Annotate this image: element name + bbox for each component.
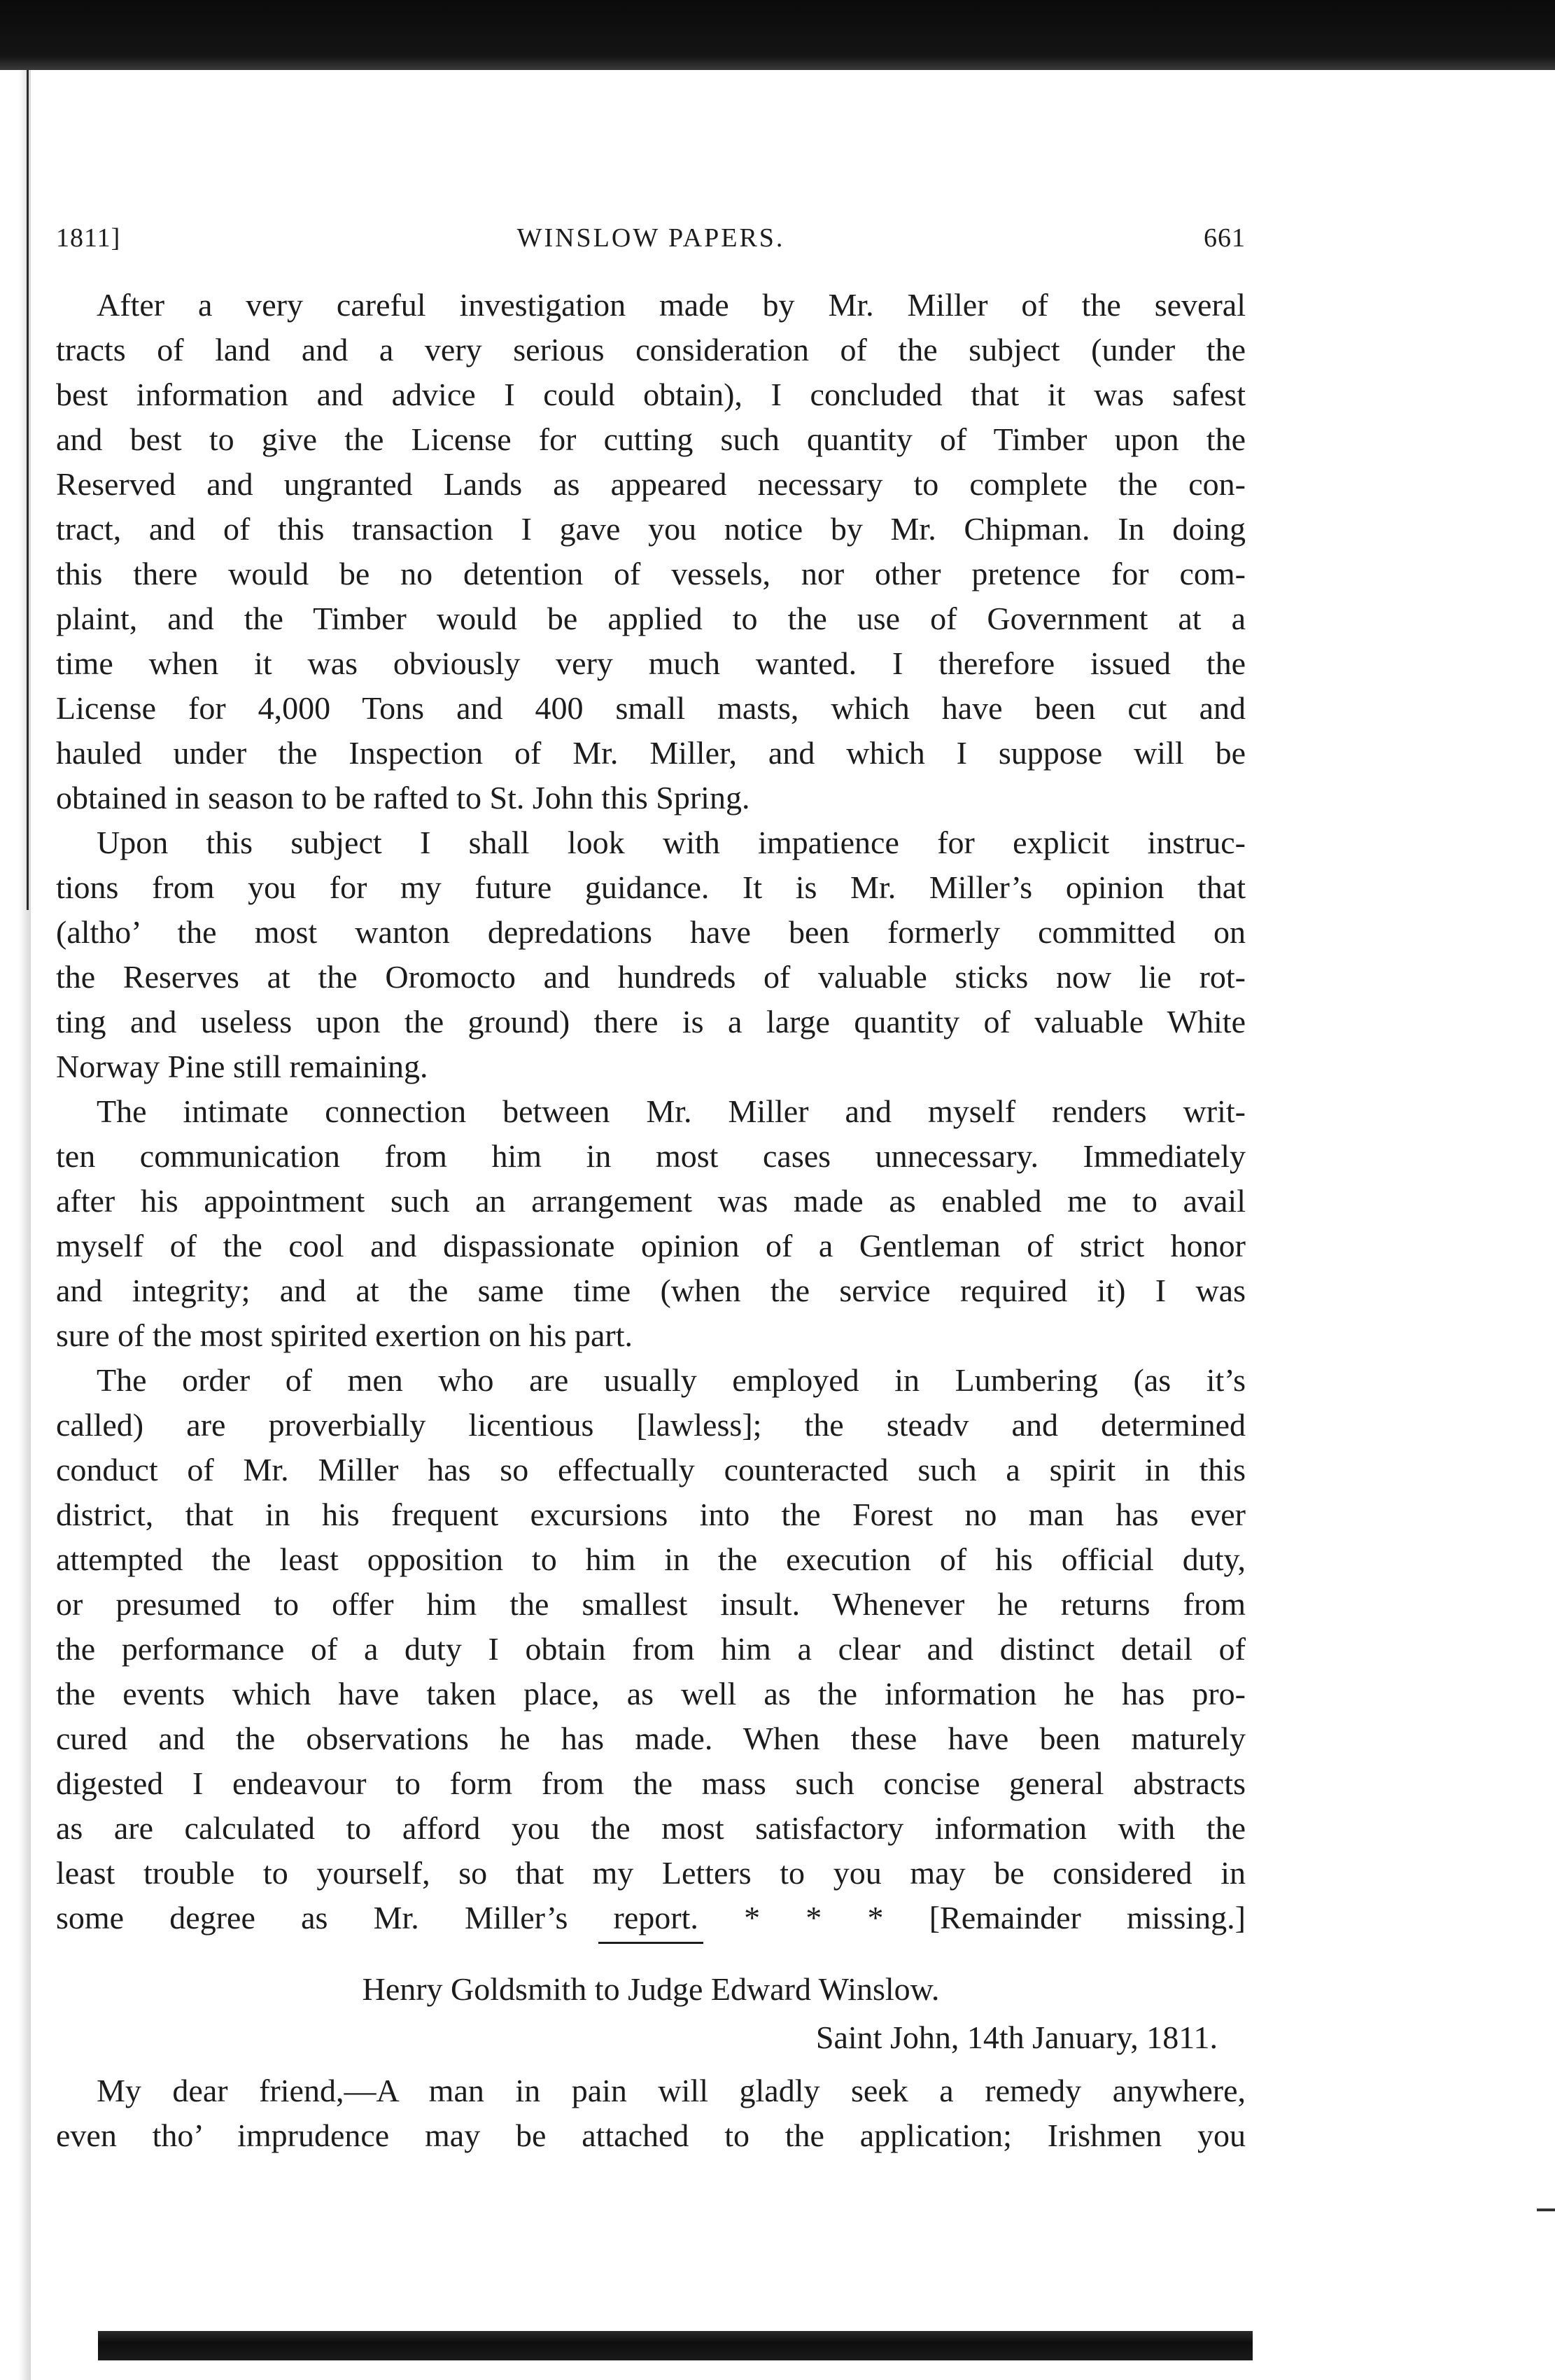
paragraph-4 — [56, 1358, 1246, 1940]
text-line: After a very careful investigation made by Mr. Miller of the several — [97, 287, 1246, 323]
text-line: the Reserves at the Oromocto and hundreds of valuable sticks now lie rot- — [56, 959, 1246, 995]
page-body — [56, 283, 1246, 2158]
text-line: License for 4,000 Tons and 400 small masts, which have been cut and — [56, 690, 1246, 726]
text-line: least trouble to yourself, so that my Letters to you may be considered in — [56, 1855, 1246, 1891]
text-line: called) are proverbially licentious [lawless]; the steadv and determined — [56, 1407, 1246, 1443]
text-line: even tho’ imprudence may be attached to the application; Irishmen you — [56, 2118, 1246, 2153]
text-line: this there would be no detention of vessels, nor other pretence for com- — [56, 556, 1246, 592]
text-line: after his appointment such an arrangement was made as enabled me to avail — [56, 1183, 1246, 1219]
text-line: sure of the most spirited exertion on his part. — [56, 1317, 633, 1353]
text-line: obtained in season to be rafted to St. John this Spring. — [56, 780, 750, 816]
header-title: WINSLOW PAPERS. — [516, 223, 785, 253]
scan-border-top — [0, 0, 1555, 70]
text-line: cured and the observations he has made. When these have been maturely — [56, 1721, 1246, 1756]
text-line: the performance of a duty I obtain from him a clear and distinct detail of — [56, 1631, 1246, 1667]
text-line: some degree as Mr. Miller’s report. * * * [Remainder missing.] — [56, 1900, 1246, 1935]
text-line: Norway Pine still remaining. — [56, 1049, 428, 1084]
scan-margin-mark — [1537, 2208, 1555, 2211]
text-line: The intimate connection between Mr. Miller and myself renders writ- — [97, 1093, 1246, 1129]
text-line: My dear friend,—A man in pain will gladly seek a remedy anywhere, — [97, 2073, 1246, 2108]
paragraph-2 — [56, 820, 1246, 1089]
text-line: Reserved and ungranted Lands as appeared necessary to complete the con- — [56, 466, 1246, 502]
text-line: and integrity; and at the same time (when the service required it) I was — [56, 1273, 1246, 1308]
text-line: the events which have taken place, as well as the information he has pro- — [56, 1676, 1246, 1712]
text-line: tract, and of this transaction I gave you notice by Mr. Chipman. In doing — [56, 511, 1246, 547]
scan-edge-line — [27, 70, 29, 910]
text-line: digested I endeavour to form from the mass such concise general abstracts — [56, 1765, 1246, 1801]
letter-heading: Henry Goldsmith to Judge Edward Winslow. — [362, 1971, 940, 2007]
section-divider — [598, 1942, 703, 1944]
paragraph-3 — [56, 1089, 1246, 1358]
text-line: tracts of land and a very serious consideration of the subject (under the — [56, 332, 1246, 368]
running-header — [56, 223, 1246, 258]
text-line: (altho’ the most wanton depredations have been formerly committed on — [56, 914, 1246, 950]
text-line: ten communication from him in most cases unnecessary. Immediately — [56, 1138, 1246, 1174]
text-line: conduct of Mr. Miller has so effectually counteracted such a spirit in this — [56, 1452, 1246, 1488]
letter-dateline: Saint John, 14th January, 1811. — [815, 2019, 1218, 2055]
paragraph-1 — [56, 283, 1246, 820]
text-line: attempted the least opposition to him in the execution of his official duty, — [56, 1541, 1246, 1577]
text-line: best information and advice I could obtain), I concluded that it was safest — [56, 377, 1246, 412]
letter — [56, 1963, 1246, 2158]
text-line: ting and useless upon the ground) there is a large quantity of valuable White — [56, 1004, 1246, 1040]
page-number: 661 — [1204, 223, 1246, 253]
text-line: tions from you for my future guidance. It is Mr. Miller’s opinion that — [56, 869, 1246, 905]
text-line: myself of the cool and dispassionate opinion of a Gentleman of strict honor — [56, 1228, 1246, 1264]
text-line: as are calculated to afford you the most satisfactory information with the — [56, 1810, 1246, 1846]
text-line: district, that in his frequent excursions into the Forest no man has ever — [56, 1497, 1246, 1532]
text-line: hauled under the Inspection of Mr. Miller, and which I suppose will be — [56, 735, 1246, 771]
text-line: or presumed to offer him the smallest insult. Whenever he returns from — [56, 1586, 1246, 1622]
scan-border-bottom — [98, 2331, 1253, 2360]
text-line: plaint, and the Timber would be applied to the use of Government at a — [56, 601, 1246, 636]
text-line: Upon this subject I shall look with impatience for explicit instruc- — [97, 825, 1246, 860]
text-line: time when it was obviously very much wanted. I therefore issued the — [56, 645, 1246, 681]
text-line: and best to give the License for cutting such quantity of Timber upon the — [56, 421, 1246, 457]
text-line: The order of men who are usually employed in Lumbering (as it’s — [97, 1362, 1246, 1398]
header-year: 1811] — [56, 223, 121, 253]
